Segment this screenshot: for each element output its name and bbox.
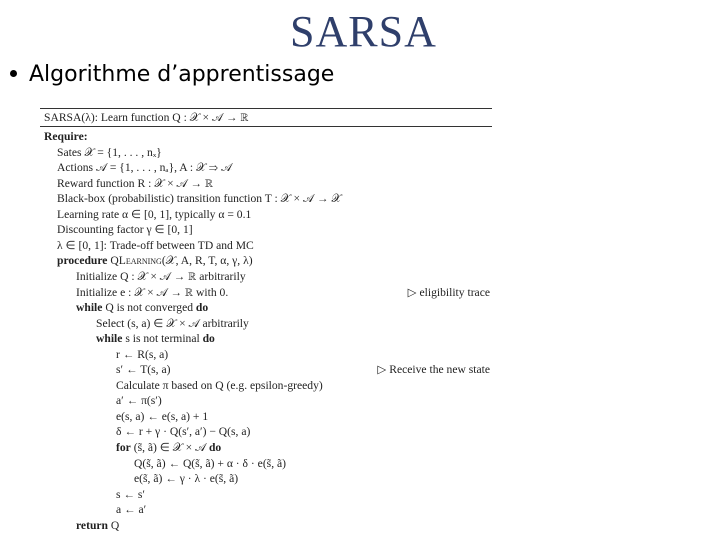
algorithm-line: procedure QLearning(𝒳, A, R, T, α, γ, λ)	[57, 254, 253, 268]
algorithm-line: Reward function R : 𝒳 × 𝒜 → ℝ	[57, 176, 214, 190]
algorithm-line: Initialize Q : 𝒳 × 𝒜 → ℝ arbitrarily	[76, 269, 246, 283]
algorithm-comment: ▷ Receive the new state	[377, 363, 490, 377]
bullet-dot-icon	[10, 70, 17, 77]
algorithm-line: while s is not terminal do	[96, 332, 215, 346]
algorithm-line: Require:	[44, 130, 88, 143]
algorithm-line: Q(s̃, ã) ← Q(s̃, ã) + α · δ · e(s̃, ã)	[134, 456, 286, 470]
algorithm-line: while Q is not converged do	[76, 301, 209, 315]
bullet-item	[10, 62, 334, 87]
bullet-text: Algorithme d’apprentissage	[29, 62, 335, 87]
algorithm-line: λ ∈ [0, 1]: Trade-off between TD and MC	[57, 238, 254, 252]
algorithm-line: δ ← r + γ · Q(s′, a′) − Q(s, a)	[116, 425, 251, 439]
algorithm-line: Select (s, a) ∈ 𝒳 × 𝒜 arbitrarily	[96, 316, 249, 330]
algorithm-top-rule	[40, 108, 492, 109]
algorithm-header-rule	[40, 126, 492, 127]
algorithm-line: e(s, a) ← e(s, a) + 1	[116, 409, 209, 423]
algorithm-line: for (s̃, ã) ∈ 𝒳 × 𝒜 do	[116, 441, 222, 454]
algorithm-comment: ▷ eligibility trace	[407, 285, 490, 299]
algorithm-box	[40, 106, 492, 540]
algorithm-line: Initialize e : 𝒳 × 𝒜 → ℝ with 0.	[76, 285, 229, 299]
algorithm-line: a′ ← π(s′)	[116, 394, 162, 408]
algorithm-line: Discounting factor γ ∈ [0, 1]	[57, 223, 193, 237]
algorithm-line: Sates 𝒳 = {1, . . . , nₓ}	[57, 145, 162, 159]
algorithm-line: Black-box (probabilistic) transition function T : 𝒳 × 𝒜 → 𝒳	[57, 192, 342, 206]
algorithm-header: SARSA(λ): Learn function Q : 𝒳 × 𝒜 → ℝ	[44, 111, 249, 124]
algorithm-line: return Q	[76, 518, 120, 532]
algorithm-line: e(s̃, ã) ← γ · λ · e(s̃, ã)	[134, 472, 239, 486]
algorithm-line: s ← s′	[116, 487, 145, 501]
algorithm-line: a ← a′	[116, 503, 147, 517]
algorithm-line: Learning rate α ∈ [0, 1], typically α = 0.1	[57, 207, 252, 221]
slide-title: SARSA	[290, 7, 437, 56]
algorithm-line: r ← R(s, a)	[116, 347, 169, 361]
algorithm-line: Calculate π based on Q (e.g. epsilon-greedy)	[116, 378, 323, 392]
algorithm-line: Actions 𝒜 = {1, . . . , nₐ}, A : 𝒳 ⇒ 𝒜	[57, 161, 233, 175]
algorithm-line: s′ ← T(s, a)	[116, 363, 171, 377]
